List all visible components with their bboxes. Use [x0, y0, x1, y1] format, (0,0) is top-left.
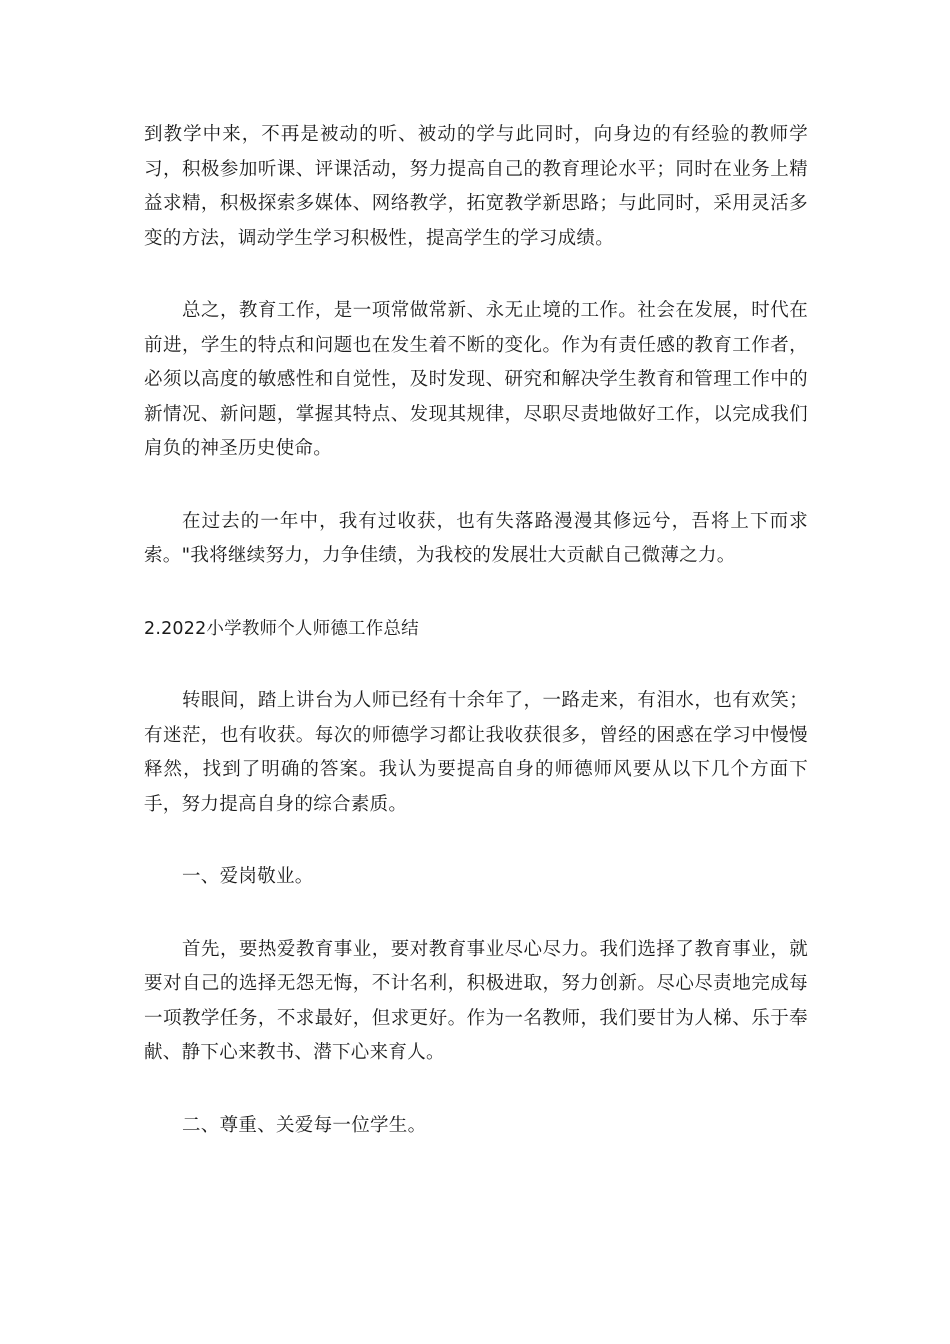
paragraph-continuation: 到教学中来，不再是被动的听、被动的学与此同时，向身边的有经验的教师学习，积极参加听课、评课活动，努力提高自己的教育理论水平；同时在业务上精益求精，积极探索多媒体、网络教学，拓宽教学新思路；与此同时，采用灵活多变的方法，调动学生学习积极性，提高学生的学习成绩。 — [144, 124, 808, 249]
paragraph-gap — [144, 574, 808, 612]
paragraph-conclusion: 总之，教育工作，是一项常做常新、永无止境的工作。社会在发展，时代在前进，学生的特点和问题也在发生着不断的变化。作为有责任感的教育工作者，必须以高度的敏感性和自觉性，及时发现、研究和解决学生教育和管理工作中的新情况、新问题，掌握其特点、发现其规律，尽职尽责地做好工作，以完成我们肩负的神圣历史使命。 — [144, 300, 808, 459]
paragraph-gap — [144, 646, 808, 684]
paragraph-gap — [144, 467, 808, 505]
paragraph-gap — [144, 256, 808, 294]
section-heading: 2.2022小学教师个人师德工作总结 — [144, 618, 419, 639]
paragraph-intro: 转眼间，踏上讲台为人师已经有十余年了，一路走来，有泪水，也有欢笑；有迷茫，也有收获。每次的师德学习都让我收获很多，曾经的困惑在学习中慢慢释然，找到了明确的答案。我认为要提高自身的师德师风要从以下几个方面下手，努力提高自身的综合素质。 — [144, 690, 808, 815]
document-body — [144, 118, 808, 1143]
subheading-two: 二、尊重、关爱每一位学生。 — [182, 1114, 427, 1136]
paragraph-gap — [144, 822, 808, 860]
paragraph-closing: 在过去的一年中，我有过收获，也有失落路漫漫其修远兮，吾将上下而求索。"我将继续努力，力争佳绩，为我校的发展壮大贡献自己微薄之力。 — [144, 510, 808, 566]
paragraph-gap — [144, 1071, 808, 1109]
paragraph-dedication: 首先，要热爱教育事业，要对教育事业尽心尽力。我们选择了教育事业，就要对自己的选择无怨无悔，不计名利，积极进取，努力创新。尽心尽责地完成每一项教学任务，不求最好，但求更好。作为一名教师，我们要甘为人梯、乐于奉献、静下心来教书、潜下心来育人。 — [144, 938, 808, 1063]
paragraph-gap — [144, 895, 808, 933]
subheading-one: 一、爱岗敬业。 — [182, 866, 314, 887]
